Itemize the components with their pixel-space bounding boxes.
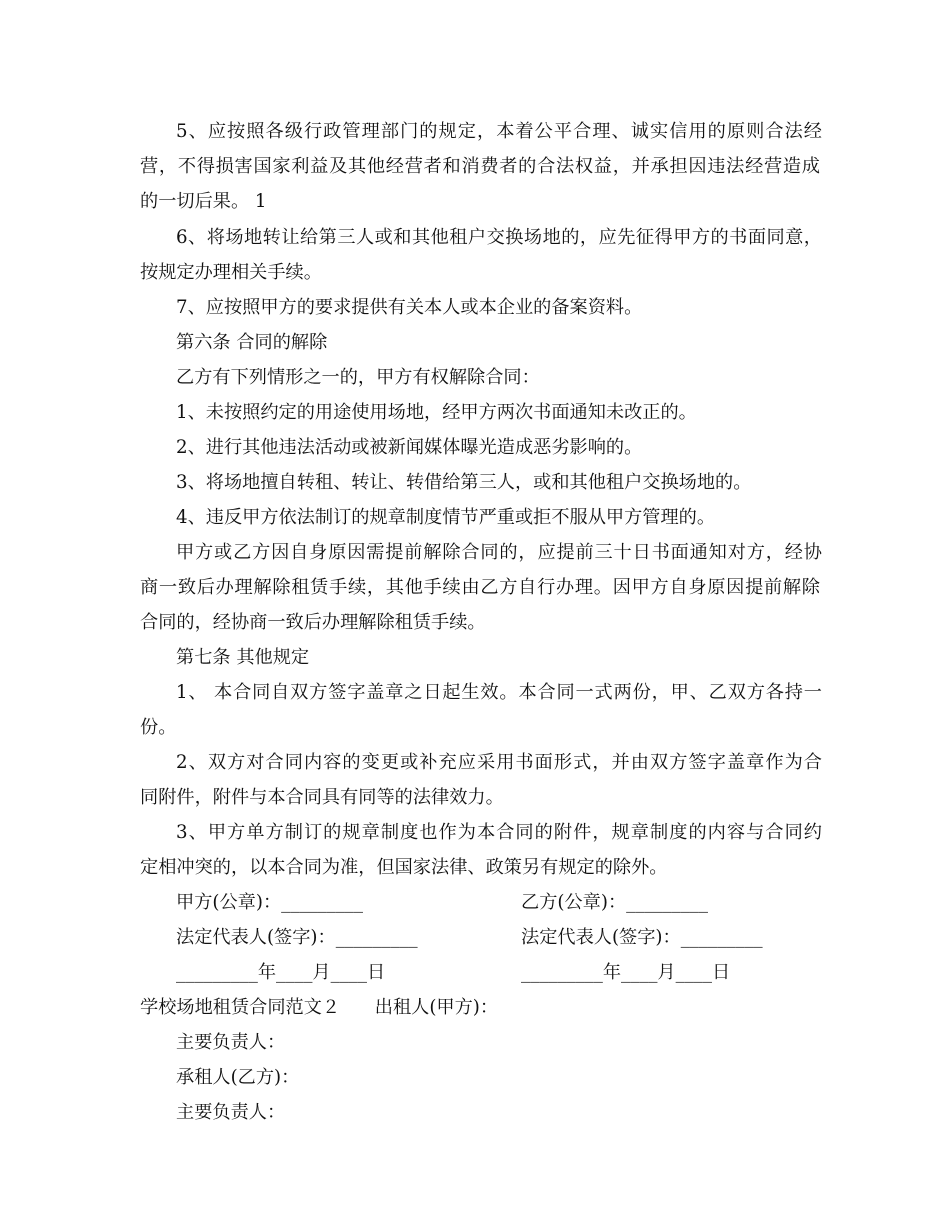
sample2-lessee: 承租人(乙方)： <box>176 1067 300 1088</box>
article6-item: 4、违反甲方依法制订的规章制度情节严重或拒不服从甲方管理的。 <box>176 507 716 528</box>
article7-item1-line2: 份。 <box>140 717 177 738</box>
sample2-heading: 学校场地租赁合同范文２ 出租人(甲方)： <box>140 997 499 1018</box>
party-a-representative: 法定代表人(签字)：_________ <box>176 927 418 948</box>
article7-item2-line2: 同附件，附件与本合同具有同等的法律效力。 <box>140 787 504 808</box>
party-a-seal: 甲方(公章)：_________ <box>176 892 363 913</box>
article7-item3-line2: 定相冲突的，以本合同为准，但国家法律、政策另有规定的除外。 <box>140 857 668 878</box>
article7-item2-line1: 2、双方对合同内容的变更或补充应采用书面形式，并由双方签字盖章作为合 <box>176 752 822 773</box>
article6-intro: 乙方有下列情形之一的，甲方有权解除合同： <box>176 367 540 388</box>
party-b-date: _________年____月____日 <box>521 962 731 983</box>
clause5-line1: 5、应按照各级行政管理部门的规定，本着公平合理、诚实信用的原则合法经 <box>176 121 822 142</box>
article6-item: 2、进行其他违法活动或被新闻媒体曝光造成恶劣影响的。 <box>176 437 643 458</box>
article6-para-line2: 商一致后办理解除租赁手续，其他手续由乙方自行办理。因甲方自身原因提前解除 <box>140 577 820 598</box>
clause5-line2: 营，不得损害国家利益及其他经营者和消费者的合法权益，并承担因违法经营造成 <box>140 156 820 177</box>
article6-item: 3、将场地擅自转租、转让、转借给第三人，或和其他租户交换场地的。 <box>176 472 752 493</box>
clause5-line3: 的一切后果。 1 <box>140 191 267 212</box>
article7-title: 第七条 其他规定 <box>176 647 310 668</box>
article6-item: 1、未按照约定的用途使用场地，经甲方两次书面通知未改正的。 <box>176 402 697 423</box>
sample2-lessor-head: 主要负责人： <box>176 1032 286 1053</box>
party-a-date: _________年____月____日 <box>176 962 386 983</box>
article7-item3-line1: 3、甲方单方制订的规章制度也作为本合同的附件，规章制度的内容与合同约 <box>176 822 822 843</box>
article6-para-line3: 合同的，经协商一致后办理解除租赁手续。 <box>140 612 486 633</box>
sample2-lessee-head: 主要负责人： <box>176 1102 286 1123</box>
clause6-line2: 按规定办理相关手续。 <box>140 262 322 283</box>
article6-para-line1: 甲方或乙方因自身原因需提前解除合同的，应提前三十日书面通知对方，经协 <box>176 542 822 563</box>
party-b-seal: 乙方(公章)：_________ <box>521 892 708 913</box>
article6-title: 第六条 合同的解除 <box>176 332 328 353</box>
article7-item1-line1: 1、 本合同自双方签字盖章之日起生效。本合同一式两份，甲、乙双方各持一 <box>176 682 822 703</box>
clause6-line1: 6、将场地转让给第三人或和其他租户交换场地的，应先征得甲方的书面同意， <box>176 227 822 248</box>
party-b-representative: 法定代表人(签字)：_________ <box>521 927 763 948</box>
clause7: 7、应按照甲方的要求提供有关本人或本企业的备案资料。 <box>176 297 643 318</box>
